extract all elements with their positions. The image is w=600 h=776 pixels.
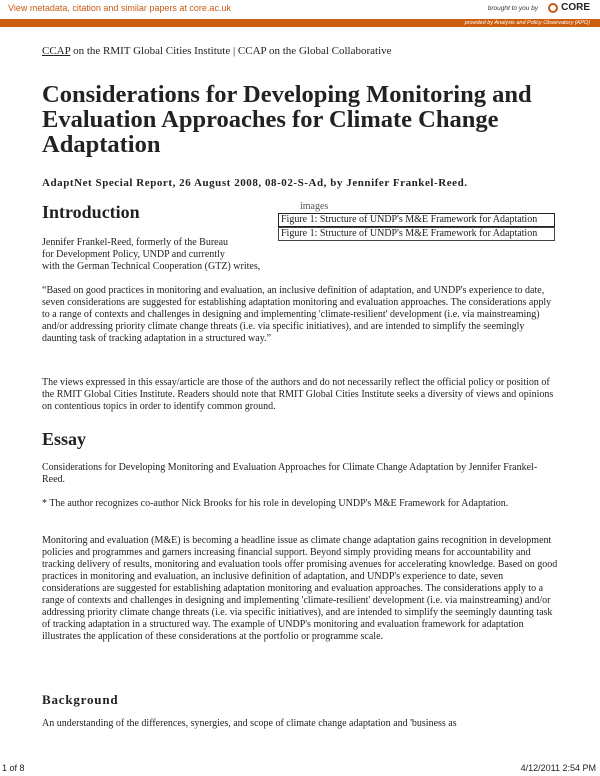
- intro-author: [42, 237, 312, 273]
- breadcrumb-link-ccap[interactable]: CCAP: [42, 45, 71, 57]
- core-logo-icon: [548, 3, 558, 13]
- intro-author-line: with the German Technical Cooperation (GTZ) writes,: [42, 261, 261, 272]
- essay-paragraph: * The author recognizes co-author Nick Brooks for his role in developing UNDP's M&E Framework for Adaptation.: [42, 498, 509, 509]
- view-metadata-link[interactable]: View metadata, citation and similar papers at core.ac.uk: [8, 3, 231, 13]
- breadcrumb-rest: on the RMIT Global Cities Institute | CCAP on the Global Collaborative: [70, 45, 392, 57]
- figure-link[interactable]: Figure 1: Structure of UNDP's M&E Framework for Adaptation: [278, 227, 555, 241]
- background-heading: Background: [42, 692, 119, 707]
- intro-quote: “Based on good practices in monitoring and evaluation, an inclusive definition of adaptation, and UNDP's experience to date, seven considerations are suggested for establishing adaptation monitoring and evaluation approaches. The considerations apply to a range of contexts and challenges in designing and implementing 'climate-resilient' development (i.e. via mainstreaming) and/or addressing priority climate change threats (i.e. via specific initiatives), and are intended to simplify the seemingly daunting task of tracking adaptation in a structured way.”: [42, 285, 552, 344]
- page-number: 1 of 8: [2, 763, 25, 773]
- images-label: images: [300, 201, 329, 212]
- intro-author-line: for Development Policy, UNDP and currently: [42, 249, 225, 260]
- breadcrumb: [42, 45, 392, 57]
- essay-heading: Essay: [42, 429, 87, 449]
- background-paragraph: An understanding of the differences, synergies, and scope of climate change adaptation and 'business as: [42, 718, 457, 729]
- intro-disclaimer: The views expressed in this essay/article are those of the authors and do not necessarily reflect the official policy or position of the RMIT Global Cities Institute. Readers should note that RMIT Global Cities Institute seeks a diversity of views and opinions on contentious topics in order to identify common ground.: [42, 377, 554, 412]
- core-banner: [0, 0, 600, 27]
- page-title: Considerations for Developing Monitoring and Evaluation Approaches for Climate Change Adaptation: [42, 81, 532, 158]
- essay-paragraph: Considerations for Developing Monitoring and Evaluation Approaches for Climate Change Adaptation by Jennifer Frankel-Reed.: [42, 462, 538, 485]
- intro-author-line: Jennifer Frankel-Reed, formerly of the Bureau: [42, 237, 229, 248]
- images-panel: [278, 200, 555, 241]
- core-logo[interactable]: [548, 2, 590, 13]
- provided-by-text[interactable]: provided by Analysis and Policy Observatory (APO): [464, 20, 590, 26]
- report-line: AdaptNet Special Report, 26 August 2008, 08-02-S-Ad, by Jennifer Frankel-Reed.: [42, 177, 468, 189]
- intro-heading: Introduction: [42, 202, 140, 222]
- print-timestamp: 4/12/2011 2:54 PM: [520, 763, 596, 773]
- essay-paragraph: Monitoring and evaluation (M&E) is becoming a headline issue as climate change adaptation gains recognition in development policies and programmes and garners increasing financial support. Beyond simply providing means for accountability and tracking delivery of results, monitoring and evaluation tools offer promising avenues for accelerating knowledge. Based on good practices in monitoring and evaluation, an inclusive definition of adaptation, and UNDP's experience to date, seven considerations are suggested for establishing adaptation monitoring and evaluation approaches. The considerations apply to a range of contexts and challenges in designing and implementing 'climate-resilient' development (i.e. via mainstreaming) and/or addressing priority climate change threats (i.e. via specific initiatives), and are intended to simplify the seemingly daunting task of tracking adaptation in a structured way. The example of UNDP's monitoring and evaluation framework for adaptation illustrates the application of these considerations at the portfolio or programme scale.: [42, 535, 558, 642]
- core-logo-text: CORE: [561, 2, 590, 13]
- brought-by-text: brought to you by: [487, 5, 538, 12]
- core-provided-strip: [0, 19, 600, 27]
- core-banner-top: [0, 0, 600, 19]
- figure-link[interactable]: Figure 1: Structure of UNDP's M&E Framework for Adaptation: [278, 213, 555, 227]
